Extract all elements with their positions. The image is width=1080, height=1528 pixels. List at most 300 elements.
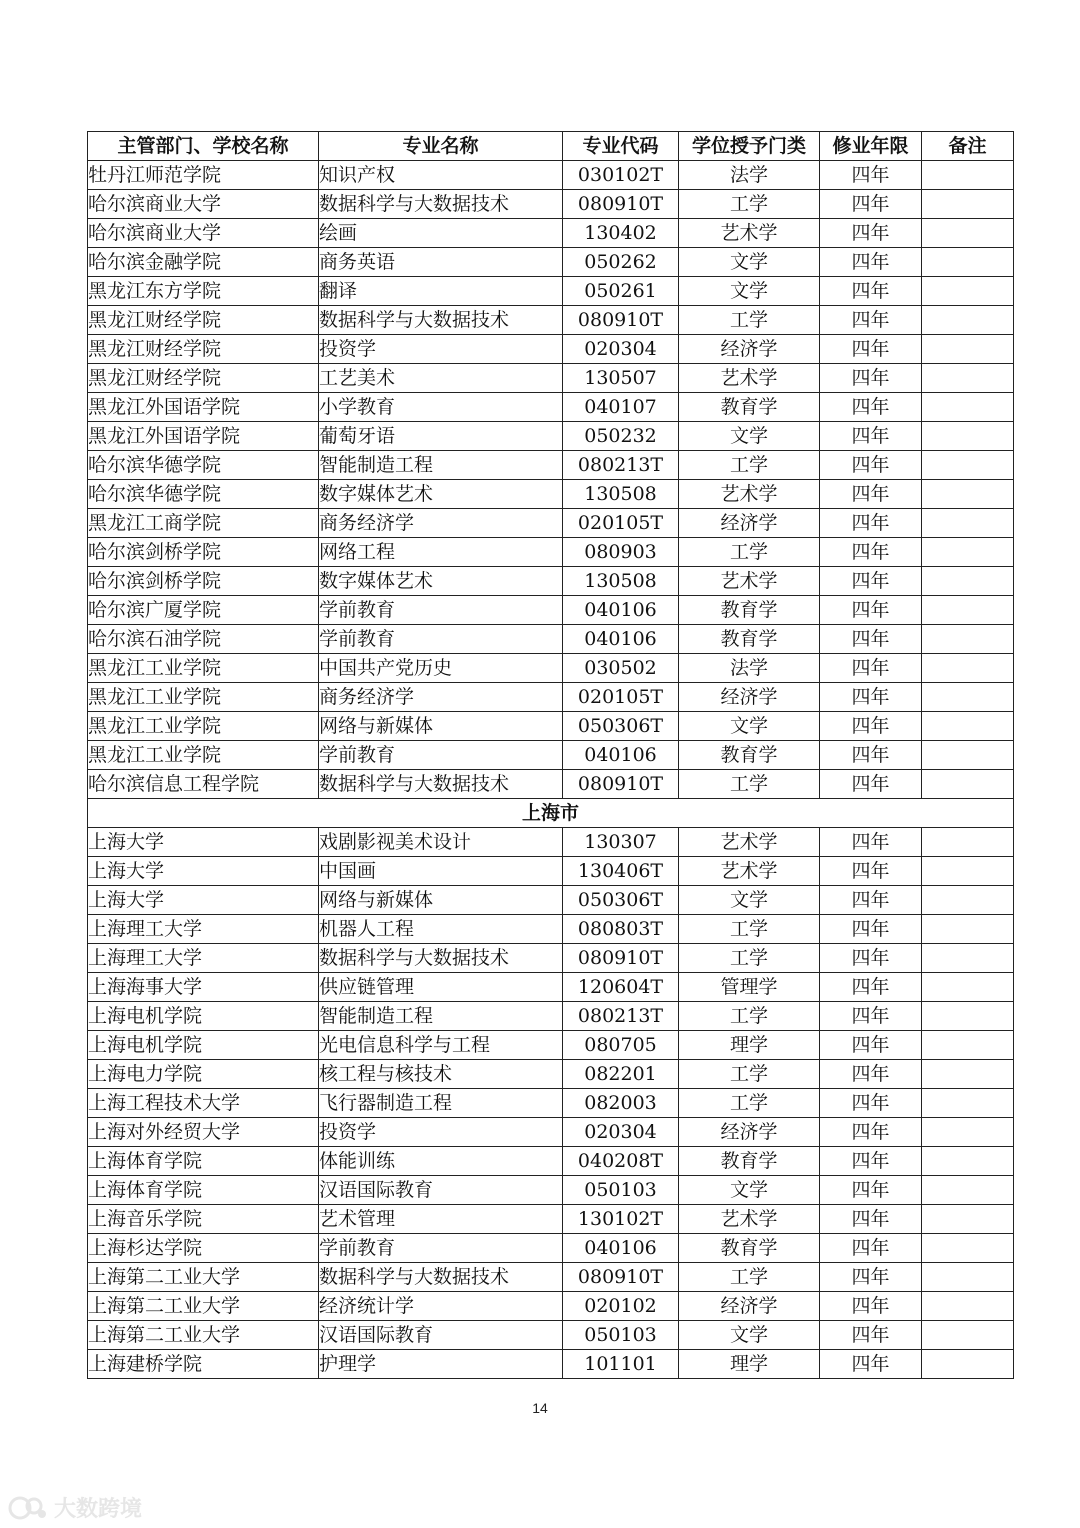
cell-major: 学前教育 bbox=[319, 625, 563, 654]
cell-major: 绘画 bbox=[319, 219, 563, 248]
table-row bbox=[88, 1147, 1014, 1176]
cell-note bbox=[922, 1060, 1014, 1089]
cell-note bbox=[922, 480, 1014, 509]
cell-degree: 教育学 bbox=[679, 596, 820, 625]
cell-years: 四年 bbox=[820, 538, 922, 567]
cell-years: 四年 bbox=[820, 509, 922, 538]
cell-school: 上海工程技术大学 bbox=[88, 1089, 319, 1118]
cell-degree: 教育学 bbox=[679, 741, 820, 770]
cell-years: 四年 bbox=[820, 857, 922, 886]
cell-years: 四年 bbox=[820, 277, 922, 306]
cell-note bbox=[922, 915, 1014, 944]
cell-school: 上海电力学院 bbox=[88, 1060, 319, 1089]
cell-note bbox=[922, 538, 1014, 567]
table-row bbox=[88, 1118, 1014, 1147]
cell-note bbox=[922, 248, 1014, 277]
cell-school: 黑龙江工业学院 bbox=[88, 683, 319, 712]
cell-note bbox=[922, 857, 1014, 886]
cell-years: 四年 bbox=[820, 1176, 922, 1205]
cell-years: 四年 bbox=[820, 712, 922, 741]
table-body bbox=[88, 161, 1014, 1379]
cell-code: 080213T bbox=[563, 1002, 679, 1031]
cell-school: 黑龙江工商学院 bbox=[88, 509, 319, 538]
cell-school: 上海建桥学院 bbox=[88, 1350, 319, 1379]
cell-school: 哈尔滨剑桥学院 bbox=[88, 538, 319, 567]
cell-years: 四年 bbox=[820, 944, 922, 973]
cell-degree: 经济学 bbox=[679, 335, 820, 364]
header-code: 专业代码 bbox=[563, 132, 679, 161]
cell-major: 商务经济学 bbox=[319, 509, 563, 538]
cell-note bbox=[922, 770, 1014, 799]
table-row bbox=[88, 857, 1014, 886]
cell-years: 四年 bbox=[820, 190, 922, 219]
cell-code: 020105T bbox=[563, 509, 679, 538]
cell-years: 四年 bbox=[820, 364, 922, 393]
cell-school: 黑龙江东方学院 bbox=[88, 277, 319, 306]
cell-major: 数据科学与大数据技术 bbox=[319, 306, 563, 335]
cell-school: 上海海事大学 bbox=[88, 973, 319, 1002]
cell-major: 学前教育 bbox=[319, 741, 563, 770]
cell-major: 核工程与核技术 bbox=[319, 1060, 563, 1089]
cell-code: 040208T bbox=[563, 1147, 679, 1176]
cell-school: 黑龙江外国语学院 bbox=[88, 393, 319, 422]
cell-degree: 管理学 bbox=[679, 973, 820, 1002]
watermark-logo-icon bbox=[8, 1494, 48, 1522]
cell-years: 四年 bbox=[820, 1060, 922, 1089]
cell-code: 020304 bbox=[563, 1118, 679, 1147]
cell-major: 智能制造工程 bbox=[319, 451, 563, 480]
cell-code: 030102T bbox=[563, 161, 679, 190]
table-row bbox=[88, 683, 1014, 712]
cell-school: 黑龙江工业学院 bbox=[88, 654, 319, 683]
cell-years: 四年 bbox=[820, 306, 922, 335]
cell-degree: 艺术学 bbox=[679, 857, 820, 886]
cell-major: 体能训练 bbox=[319, 1147, 563, 1176]
cell-years: 四年 bbox=[820, 683, 922, 712]
cell-major: 翻译 bbox=[319, 277, 563, 306]
cell-school: 上海理工大学 bbox=[88, 915, 319, 944]
cell-note bbox=[922, 393, 1014, 422]
table-row bbox=[88, 509, 1014, 538]
section-title: 上海市 bbox=[88, 799, 1014, 828]
watermark bbox=[8, 1492, 142, 1523]
cell-major: 中国共产党历史 bbox=[319, 654, 563, 683]
cell-school: 哈尔滨华德学院 bbox=[88, 480, 319, 509]
cell-school: 上海电机学院 bbox=[88, 1002, 319, 1031]
cell-degree: 工学 bbox=[679, 944, 820, 973]
cell-major: 经济统计学 bbox=[319, 1292, 563, 1321]
table-row bbox=[88, 1292, 1014, 1321]
cell-years: 四年 bbox=[820, 741, 922, 770]
cell-code: 130307 bbox=[563, 828, 679, 857]
cell-note bbox=[922, 1118, 1014, 1147]
cell-years: 四年 bbox=[820, 1089, 922, 1118]
cell-code: 030502 bbox=[563, 654, 679, 683]
cell-code: 080705 bbox=[563, 1031, 679, 1060]
cell-school: 哈尔滨剑桥学院 bbox=[88, 567, 319, 596]
cell-years: 四年 bbox=[820, 1147, 922, 1176]
cell-major: 投资学 bbox=[319, 1118, 563, 1147]
table-row bbox=[88, 654, 1014, 683]
cell-code: 130507 bbox=[563, 364, 679, 393]
table-row bbox=[88, 1321, 1014, 1350]
cell-major: 学前教育 bbox=[319, 596, 563, 625]
cell-school: 上海对外经贸大学 bbox=[88, 1118, 319, 1147]
cell-note bbox=[922, 741, 1014, 770]
cell-code: 080910T bbox=[563, 1263, 679, 1292]
cell-major: 网络与新媒体 bbox=[319, 712, 563, 741]
watermark-text: 大数跨境 bbox=[54, 1497, 143, 1522]
cell-note bbox=[922, 306, 1014, 335]
cell-note bbox=[922, 277, 1014, 306]
cell-major: 小学教育 bbox=[319, 393, 563, 422]
cell-note bbox=[922, 1234, 1014, 1263]
cell-code: 101101 bbox=[563, 1350, 679, 1379]
cell-years: 四年 bbox=[820, 625, 922, 654]
cell-degree: 艺术学 bbox=[679, 828, 820, 857]
cell-code: 130406T bbox=[563, 857, 679, 886]
cell-major: 数据科学与大数据技术 bbox=[319, 190, 563, 219]
cell-school: 上海大学 bbox=[88, 857, 319, 886]
table-row bbox=[88, 1060, 1014, 1089]
cell-degree: 理学 bbox=[679, 1350, 820, 1379]
cell-degree: 经济学 bbox=[679, 1118, 820, 1147]
cell-degree: 教育学 bbox=[679, 393, 820, 422]
cell-degree: 法学 bbox=[679, 161, 820, 190]
cell-years: 四年 bbox=[820, 886, 922, 915]
cell-code: 050232 bbox=[563, 422, 679, 451]
cell-note bbox=[922, 567, 1014, 596]
cell-major: 葡萄牙语 bbox=[319, 422, 563, 451]
cell-code: 080910T bbox=[563, 306, 679, 335]
cell-school: 上海杉达学院 bbox=[88, 1234, 319, 1263]
cell-school: 上海音乐学院 bbox=[88, 1205, 319, 1234]
cell-degree: 经济学 bbox=[679, 1292, 820, 1321]
cell-school: 上海体育学院 bbox=[88, 1147, 319, 1176]
cell-note bbox=[922, 944, 1014, 973]
cell-degree: 艺术学 bbox=[679, 567, 820, 596]
cell-years: 四年 bbox=[820, 422, 922, 451]
cell-note bbox=[922, 451, 1014, 480]
cell-code: 040106 bbox=[563, 625, 679, 654]
cell-degree: 工学 bbox=[679, 1263, 820, 1292]
cell-degree: 教育学 bbox=[679, 1147, 820, 1176]
cell-code: 040106 bbox=[563, 1234, 679, 1263]
cell-degree: 工学 bbox=[679, 915, 820, 944]
cell-note bbox=[922, 335, 1014, 364]
cell-school: 牡丹江师范学院 bbox=[88, 161, 319, 190]
cell-school: 黑龙江工业学院 bbox=[88, 712, 319, 741]
cell-school: 上海第二工业大学 bbox=[88, 1321, 319, 1350]
cell-code: 050103 bbox=[563, 1176, 679, 1205]
cell-code: 080910T bbox=[563, 190, 679, 219]
cell-school: 黑龙江财经学院 bbox=[88, 335, 319, 364]
cell-code: 050261 bbox=[563, 277, 679, 306]
table-row bbox=[88, 364, 1014, 393]
cell-major: 工艺美术 bbox=[319, 364, 563, 393]
cell-note bbox=[922, 1176, 1014, 1205]
majors-table bbox=[87, 131, 1014, 1379]
cell-years: 四年 bbox=[820, 1350, 922, 1379]
cell-degree: 艺术学 bbox=[679, 1205, 820, 1234]
cell-note bbox=[922, 596, 1014, 625]
cell-code: 080803T bbox=[563, 915, 679, 944]
cell-note bbox=[922, 1292, 1014, 1321]
cell-degree: 文学 bbox=[679, 422, 820, 451]
cell-note bbox=[922, 364, 1014, 393]
cell-code: 040106 bbox=[563, 596, 679, 625]
page-number: 14 bbox=[532, 1400, 548, 1416]
cell-school: 哈尔滨石油学院 bbox=[88, 625, 319, 654]
table-row bbox=[88, 306, 1014, 335]
cell-note bbox=[922, 190, 1014, 219]
table-row bbox=[88, 451, 1014, 480]
cell-code: 130508 bbox=[563, 567, 679, 596]
table-row bbox=[88, 712, 1014, 741]
cell-school: 上海理工大学 bbox=[88, 944, 319, 973]
table-row bbox=[88, 480, 1014, 509]
cell-note bbox=[922, 1002, 1014, 1031]
table-row bbox=[88, 741, 1014, 770]
cell-major: 商务英语 bbox=[319, 248, 563, 277]
cell-code: 082003 bbox=[563, 1089, 679, 1118]
cell-school: 哈尔滨信息工程学院 bbox=[88, 770, 319, 799]
header-school: 主管部门、学校名称 bbox=[88, 132, 319, 161]
cell-degree: 工学 bbox=[679, 538, 820, 567]
section-row bbox=[88, 799, 1014, 828]
cell-school: 上海大学 bbox=[88, 828, 319, 857]
cell-major: 光电信息科学与工程 bbox=[319, 1031, 563, 1060]
cell-degree: 工学 bbox=[679, 770, 820, 799]
table-row bbox=[88, 886, 1014, 915]
cell-note bbox=[922, 219, 1014, 248]
cell-degree: 法学 bbox=[679, 654, 820, 683]
table-row bbox=[88, 596, 1014, 625]
cell-note bbox=[922, 422, 1014, 451]
cell-degree: 工学 bbox=[679, 451, 820, 480]
cell-degree: 艺术学 bbox=[679, 480, 820, 509]
header-major: 专业名称 bbox=[319, 132, 563, 161]
cell-school: 哈尔滨金融学院 bbox=[88, 248, 319, 277]
table-row bbox=[88, 277, 1014, 306]
cell-degree: 艺术学 bbox=[679, 364, 820, 393]
cell-major: 智能制造工程 bbox=[319, 1002, 563, 1031]
cell-school: 上海第二工业大学 bbox=[88, 1263, 319, 1292]
cell-years: 四年 bbox=[820, 1292, 922, 1321]
cell-school: 哈尔滨商业大学 bbox=[88, 219, 319, 248]
table-row bbox=[88, 393, 1014, 422]
cell-major: 中国画 bbox=[319, 857, 563, 886]
cell-years: 四年 bbox=[820, 480, 922, 509]
cell-school: 黑龙江工业学院 bbox=[88, 741, 319, 770]
cell-note bbox=[922, 1205, 1014, 1234]
cell-years: 四年 bbox=[820, 596, 922, 625]
cell-degree: 工学 bbox=[679, 306, 820, 335]
cell-code: 050306T bbox=[563, 886, 679, 915]
cell-degree: 文学 bbox=[679, 886, 820, 915]
cell-major: 数据科学与大数据技术 bbox=[319, 770, 563, 799]
cell-years: 四年 bbox=[820, 1234, 922, 1263]
cell-major: 供应链管理 bbox=[319, 973, 563, 1002]
cell-years: 四年 bbox=[820, 567, 922, 596]
cell-degree: 文学 bbox=[679, 1321, 820, 1350]
header-years: 修业年限 bbox=[820, 132, 922, 161]
cell-years: 四年 bbox=[820, 915, 922, 944]
table-row bbox=[88, 1263, 1014, 1292]
cell-code: 080213T bbox=[563, 451, 679, 480]
cell-note bbox=[922, 1321, 1014, 1350]
cell-code: 130102T bbox=[563, 1205, 679, 1234]
table-row bbox=[88, 1031, 1014, 1060]
table-row bbox=[88, 161, 1014, 190]
cell-school: 上海体育学院 bbox=[88, 1176, 319, 1205]
table-row bbox=[88, 1089, 1014, 1118]
cell-years: 四年 bbox=[820, 973, 922, 1002]
cell-note bbox=[922, 1147, 1014, 1176]
table-row bbox=[88, 944, 1014, 973]
table-row bbox=[88, 1176, 1014, 1205]
cell-code: 120604T bbox=[563, 973, 679, 1002]
cell-school: 上海第二工业大学 bbox=[88, 1292, 319, 1321]
cell-years: 四年 bbox=[820, 1263, 922, 1292]
cell-years: 四年 bbox=[820, 770, 922, 799]
table-row bbox=[88, 422, 1014, 451]
cell-years: 四年 bbox=[820, 161, 922, 190]
cell-major: 飞行器制造工程 bbox=[319, 1089, 563, 1118]
cell-degree: 艺术学 bbox=[679, 219, 820, 248]
cell-school: 黑龙江财经学院 bbox=[88, 364, 319, 393]
cell-years: 四年 bbox=[820, 393, 922, 422]
cell-years: 四年 bbox=[820, 219, 922, 248]
table-row bbox=[88, 1205, 1014, 1234]
cell-code: 050306T bbox=[563, 712, 679, 741]
cell-degree: 工学 bbox=[679, 190, 820, 219]
cell-note bbox=[922, 1031, 1014, 1060]
cell-years: 四年 bbox=[820, 828, 922, 857]
cell-degree: 文学 bbox=[679, 1176, 820, 1205]
cell-code: 130508 bbox=[563, 480, 679, 509]
table-row bbox=[88, 567, 1014, 596]
cell-major: 数字媒体艺术 bbox=[319, 567, 563, 596]
cell-code: 040107 bbox=[563, 393, 679, 422]
cell-note bbox=[922, 654, 1014, 683]
cell-years: 四年 bbox=[820, 654, 922, 683]
cell-degree: 教育学 bbox=[679, 625, 820, 654]
cell-major: 机器人工程 bbox=[319, 915, 563, 944]
cell-degree: 理学 bbox=[679, 1031, 820, 1060]
table-row bbox=[88, 538, 1014, 567]
cell-degree: 工学 bbox=[679, 1060, 820, 1089]
cell-major: 数据科学与大数据技术 bbox=[319, 1263, 563, 1292]
cell-code: 080903 bbox=[563, 538, 679, 567]
cell-note bbox=[922, 1263, 1014, 1292]
cell-degree: 教育学 bbox=[679, 1234, 820, 1263]
table-row bbox=[88, 625, 1014, 654]
table-header-row bbox=[88, 132, 1014, 161]
cell-major: 艺术管理 bbox=[319, 1205, 563, 1234]
cell-code: 040106 bbox=[563, 741, 679, 770]
cell-code: 020304 bbox=[563, 335, 679, 364]
cell-school: 哈尔滨商业大学 bbox=[88, 190, 319, 219]
cell-years: 四年 bbox=[820, 451, 922, 480]
cell-years: 四年 bbox=[820, 1031, 922, 1060]
cell-degree: 文学 bbox=[679, 712, 820, 741]
cell-major: 商务经济学 bbox=[319, 683, 563, 712]
cell-note bbox=[922, 1089, 1014, 1118]
cell-degree: 经济学 bbox=[679, 509, 820, 538]
table-row bbox=[88, 915, 1014, 944]
cell-note bbox=[922, 625, 1014, 654]
cell-years: 四年 bbox=[820, 1321, 922, 1350]
cell-major: 戏剧影视美术设计 bbox=[319, 828, 563, 857]
cell-years: 四年 bbox=[820, 1205, 922, 1234]
cell-note bbox=[922, 828, 1014, 857]
cell-school: 黑龙江外国语学院 bbox=[88, 422, 319, 451]
cell-code: 082201 bbox=[563, 1060, 679, 1089]
cell-major: 投资学 bbox=[319, 335, 563, 364]
table-row bbox=[88, 828, 1014, 857]
cell-major: 知识产权 bbox=[319, 161, 563, 190]
table-row bbox=[88, 1234, 1014, 1263]
cell-years: 四年 bbox=[820, 1002, 922, 1031]
cell-major: 护理学 bbox=[319, 1350, 563, 1379]
cell-note bbox=[922, 886, 1014, 915]
cell-code: 080910T bbox=[563, 944, 679, 973]
cell-school: 哈尔滨华德学院 bbox=[88, 451, 319, 480]
cell-degree: 文学 bbox=[679, 277, 820, 306]
cell-major: 数字媒体艺术 bbox=[319, 480, 563, 509]
cell-major: 网络工程 bbox=[319, 538, 563, 567]
header-note: 备注 bbox=[922, 132, 1014, 161]
cell-school: 黑龙江财经学院 bbox=[88, 306, 319, 335]
cell-note bbox=[922, 683, 1014, 712]
cell-note bbox=[922, 1350, 1014, 1379]
cell-major: 汉语国际教育 bbox=[319, 1321, 563, 1350]
cell-major: 汉语国际教育 bbox=[319, 1176, 563, 1205]
table-row bbox=[88, 335, 1014, 364]
table-row bbox=[88, 190, 1014, 219]
cell-years: 四年 bbox=[820, 1118, 922, 1147]
cell-note bbox=[922, 973, 1014, 1002]
cell-years: 四年 bbox=[820, 248, 922, 277]
cell-code: 020105T bbox=[563, 683, 679, 712]
cell-code: 080910T bbox=[563, 770, 679, 799]
cell-note bbox=[922, 712, 1014, 741]
cell-degree: 经济学 bbox=[679, 683, 820, 712]
cell-degree: 工学 bbox=[679, 1089, 820, 1118]
table-row bbox=[88, 1002, 1014, 1031]
cell-degree: 文学 bbox=[679, 248, 820, 277]
cell-major: 网络与新媒体 bbox=[319, 886, 563, 915]
table-row bbox=[88, 770, 1014, 799]
table-row bbox=[88, 1350, 1014, 1379]
cell-code: 050103 bbox=[563, 1321, 679, 1350]
cell-major: 学前教育 bbox=[319, 1234, 563, 1263]
cell-school: 上海电机学院 bbox=[88, 1031, 319, 1060]
table-row bbox=[88, 248, 1014, 277]
cell-code: 020102 bbox=[563, 1292, 679, 1321]
cell-note bbox=[922, 161, 1014, 190]
table-row bbox=[88, 219, 1014, 248]
cell-code: 050262 bbox=[563, 248, 679, 277]
cell-major: 数据科学与大数据技术 bbox=[319, 944, 563, 973]
cell-school: 上海大学 bbox=[88, 886, 319, 915]
cell-school: 哈尔滨广厦学院 bbox=[88, 596, 319, 625]
table-row bbox=[88, 973, 1014, 1002]
cell-note bbox=[922, 509, 1014, 538]
cell-code: 130402 bbox=[563, 219, 679, 248]
cell-years: 四年 bbox=[820, 335, 922, 364]
